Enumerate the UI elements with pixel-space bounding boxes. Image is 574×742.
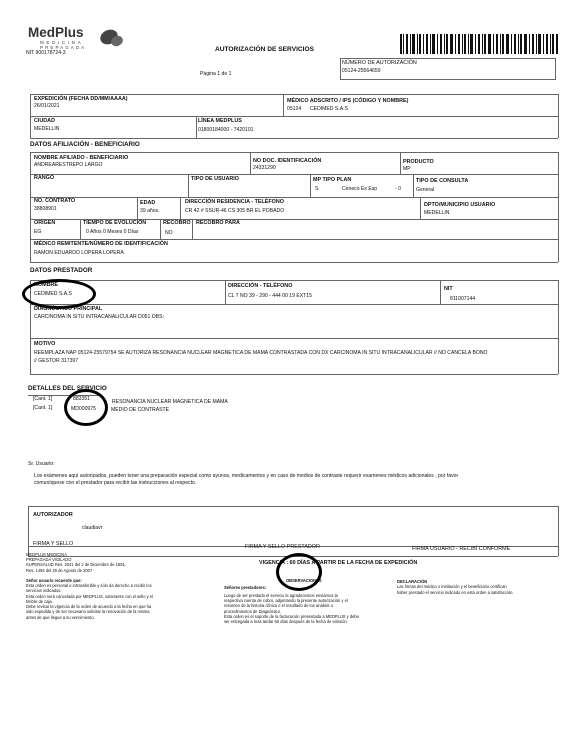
medplus-logo-icon: [96, 26, 126, 50]
recobro-label: RECOBRO: [163, 220, 191, 226]
circle-annotation-service-codes: [64, 389, 108, 426]
sign-user-label: FIRMA USUARIO - RECIBÍ CONFORME: [412, 546, 511, 552]
provider-nit-label: NIT: [444, 286, 453, 292]
user-type-label: TIPO DE USUARIO: [191, 176, 239, 182]
service-row-1-desc: RESONANCIA NUCLEAR MAGNETICA DE MAMA: [112, 399, 228, 405]
services-section-title: DETALLES DEL SERVICIO: [28, 385, 107, 392]
auth-number-label: NÚMERO DE AUTORIZACIÓN: [342, 60, 417, 66]
doc-id: 24331290: [253, 165, 276, 171]
diagnosis-label: DIAGNÓSTICO PRINCIPAL: [34, 306, 103, 312]
footer-col2-line-5: Esta orden es el soporte de la facturación presentada a MEDPLUS y debe: [224, 613, 359, 619]
footer-col-3: [397, 579, 514, 595]
consult-type-label: TIPO DE CONSULTA: [416, 178, 469, 184]
footer-org-3: SUPERSALUD Res. 2041 del 2 de Diciembre de 1991,: [26, 562, 126, 568]
footer-org-1: MEDPLUS MEDICINA: [26, 552, 67, 557]
footer-col1-line-7: antes de que llegue a su vencimiento.: [26, 614, 95, 620]
footer-col3-line-1: Las firmas del médico o institución y el beneficiario certifican: [397, 584, 507, 590]
footer-col2-line-6: ser entregada a mas tardar 60 días después de la fecha de emisión.: [224, 619, 348, 625]
service-row-1-code: 883351: [73, 396, 90, 402]
doc-id-label: NO DOC. IDENTIFICACIÓN: [253, 158, 322, 164]
city-value: MEDELLIN: [34, 126, 60, 132]
age: 39 años.: [140, 208, 160, 214]
dept-label: DPTO/MUNICIPIO USUARIO: [424, 202, 496, 208]
referrer: RAMON EDUARDO LOPERA LOPERA: [34, 250, 124, 256]
motive-label: MOTIVO: [34, 341, 56, 347]
product: MP: [403, 166, 411, 172]
footer-col1-line-4: timbre de caja.: [26, 598, 53, 604]
product-label: PRODUCTO: [403, 159, 434, 165]
address-label: DIRECCIÓN RESIDENCIA - TELÉFONO: [185, 199, 284, 205]
medplus-logo: MedPlus: [28, 25, 84, 40]
authorizer-label: AUTORIZADOR: [33, 512, 73, 518]
dept: MEDELLIN: [424, 210, 450, 216]
doctor-name: CEDIMED S.A.S: [310, 106, 348, 112]
referrer-label: MÉDICO REMITENTE/NÚMERO DE IDENTIFICACIÓN: [34, 241, 168, 247]
footer-col1-line-1: Esta orden es personal e intransferible y sólo da derecho a recibir los: [26, 583, 152, 589]
footer-col2-title: OBSERVACIONES: [286, 578, 322, 583]
footer-col3-line-2: haber prestado el servicio indicado en esta orden a satisfacción.: [397, 589, 514, 595]
expedition-label: EXPEDICIÓN (FECHA DD/MM/AAAA): [34, 96, 128, 102]
footer-col1-title: Señor usuario recuerde que:: [26, 577, 82, 583]
doctor-label: MÉDICO ADSCRITO / IPS (CÓDIGO Y NOMBRE): [287, 98, 409, 104]
footer-col2-line-4: procedimientos de Diagnóstico.: [224, 608, 282, 614]
doctor-code: 05124: [287, 106, 302, 112]
motive-line-1: REEMPLAZA NAP 05124-25579754 SE AUTORIZA RESONANCIA NUCLEAR MAGNETICA DE MAMA CONTRASTADA CON DX CARCINOMA IN SITU INTRACANALICULAR // NO CANCELA BONO: [34, 350, 488, 356]
provider-address-label: DIRECCIÓN - TELÉFONO: [228, 283, 293, 289]
sign-seal-provider-label: FIRMA Y SELLO PRESTADOR: [245, 544, 320, 550]
age-label: EDAD: [140, 200, 156, 206]
authorizer: claudiavr: [82, 525, 103, 531]
origin-label: ORIGEN: [34, 220, 56, 226]
footer-col1-line-6: sido expedida y de ser necesario solicitar la renovación de la misma: [26, 609, 150, 615]
footer-col1-line-2: servicios indicados.: [26, 588, 62, 594]
footer-col2-line-3: resumen de la historia clínica o el resultado de los análisis o: [224, 603, 333, 609]
plan-s: S: [315, 186, 319, 192]
contract-label: NO. CONTRATO: [34, 198, 76, 204]
notice-line-1: Los exámenes aquí autorizados, pueden tener una preparación especial como ayunos, medicamentos y en caso de medios de contraste requerir examenes médicos adicionales , por favor: [34, 473, 459, 479]
consult-type: General: [416, 187, 435, 193]
logo-subtitle-2: PREPAGADA: [40, 45, 87, 50]
diagnosis: CARCINOMA IN SITU INTRACANALICULAR D051 OBS:: [34, 314, 164, 320]
provider-address: CL 7 NO 39 - 290 - 444 00 19 EXT15: [228, 293, 312, 299]
logo-subtitle-1: MEDICINA: [40, 40, 84, 45]
line-label: LÍNEA MEDPLUS: [198, 118, 242, 124]
contract: 38808901: [34, 206, 57, 212]
provider-name-label: NOMBRE: [34, 282, 58, 288]
auth-number: 05124-25564659: [342, 68, 381, 74]
notice-salutation: Sr. Usuario:: [28, 461, 55, 467]
recobro-para-label: RECOBRO PARA: [196, 220, 240, 226]
range-label: RANGO: [34, 175, 55, 181]
affiliate-name: ANDREARESTREPO LARGO: [34, 162, 103, 168]
footer-col2-line-2: respectiva cuenta de cobro, adjuntando la presente autorización y el: [224, 597, 348, 603]
notice-line-2: comuníquese con el prestador para recibir las instrucciones al respecto.: [34, 480, 197, 486]
footer-col2-line-1: Luego de ser prestado el servicio le agradecemos enviarnos la: [224, 592, 338, 598]
barcode: [400, 34, 558, 54]
evolution: 0 Años 0 Meses 0 Días: [86, 229, 139, 235]
validity-text: VIGENCIA : 60 DÍAS A PARTIR DE LA FECHA DE EXPEDICIÓN: [259, 560, 418, 566]
provider-name: CEDIMED S.A.S: [34, 291, 72, 297]
footer-col1-line-3: Esta orden será cancelada por MEDPLUS, solamente con el sello y el: [26, 593, 153, 599]
sign-seal-label: FIRMA Y SELLO: [33, 541, 74, 547]
footer-col2-sub: Señores prestadores:: [224, 585, 267, 591]
service-row-1-qty: [Cant. 1]: [33, 396, 53, 402]
recobro: NO: [165, 230, 173, 236]
footer-org-2: PREPAGADA VIGILADO: [26, 557, 72, 563]
page-number: Página 1 de 1: [200, 71, 232, 77]
evolution-label: TIEMPO DE EVOLUCIÓN: [83, 220, 147, 226]
header-nit: NIT 900178724-3: [26, 50, 66, 56]
motive-line-2: // GESTOR 317397: [34, 358, 79, 364]
expedition-date: 26/01/2021: [34, 103, 60, 109]
affiliate-name-label: NOMBRE AFILIADO - BENEFICIARIO: [34, 155, 129, 161]
provider-section-title: DATOS PRESTADOR: [30, 267, 93, 274]
address: CR 42 # SSUR-46 CS 305 BR EL POBADO: [185, 208, 285, 214]
circle-annotation-provider-name: [22, 279, 96, 309]
footer-org-4: Res. 1494 del 29 de Agosto de 2007: [26, 567, 93, 573]
footer-col-1: [26, 552, 153, 620]
plan-name: Ceneco Ex Esp: [342, 186, 378, 192]
line-value: 01800184000 - 7420101: [198, 127, 254, 133]
origin: EG: [34, 229, 42, 235]
service-row-2-desc: MEDIO DE CONTRASTE: [111, 407, 170, 413]
plan-type-label: MP TIPO PLAN: [313, 177, 352, 183]
affiliation-section-title: DATOS AFILIACIÓN - BENEFICIARIO: [30, 141, 140, 148]
circle-annotation-validity: [276, 553, 322, 591]
footer-col1-line-5: Debe revisar la vigencia de la orden de acuerdo a la fecha en que ha: [26, 604, 152, 610]
footer-col3-title: DECLARACIÓN: [397, 579, 428, 584]
city-label: CIUDAD: [34, 118, 55, 124]
document-title: AUTORIZACIÓN DE SERVICIOS: [215, 46, 315, 53]
plan-dash: - 0: [395, 186, 401, 192]
provider-nit: 811007144: [450, 296, 476, 302]
service-row-2-code: MD000975: [71, 406, 96, 412]
service-row-2-qty: [Cant. 1]: [33, 405, 53, 411]
